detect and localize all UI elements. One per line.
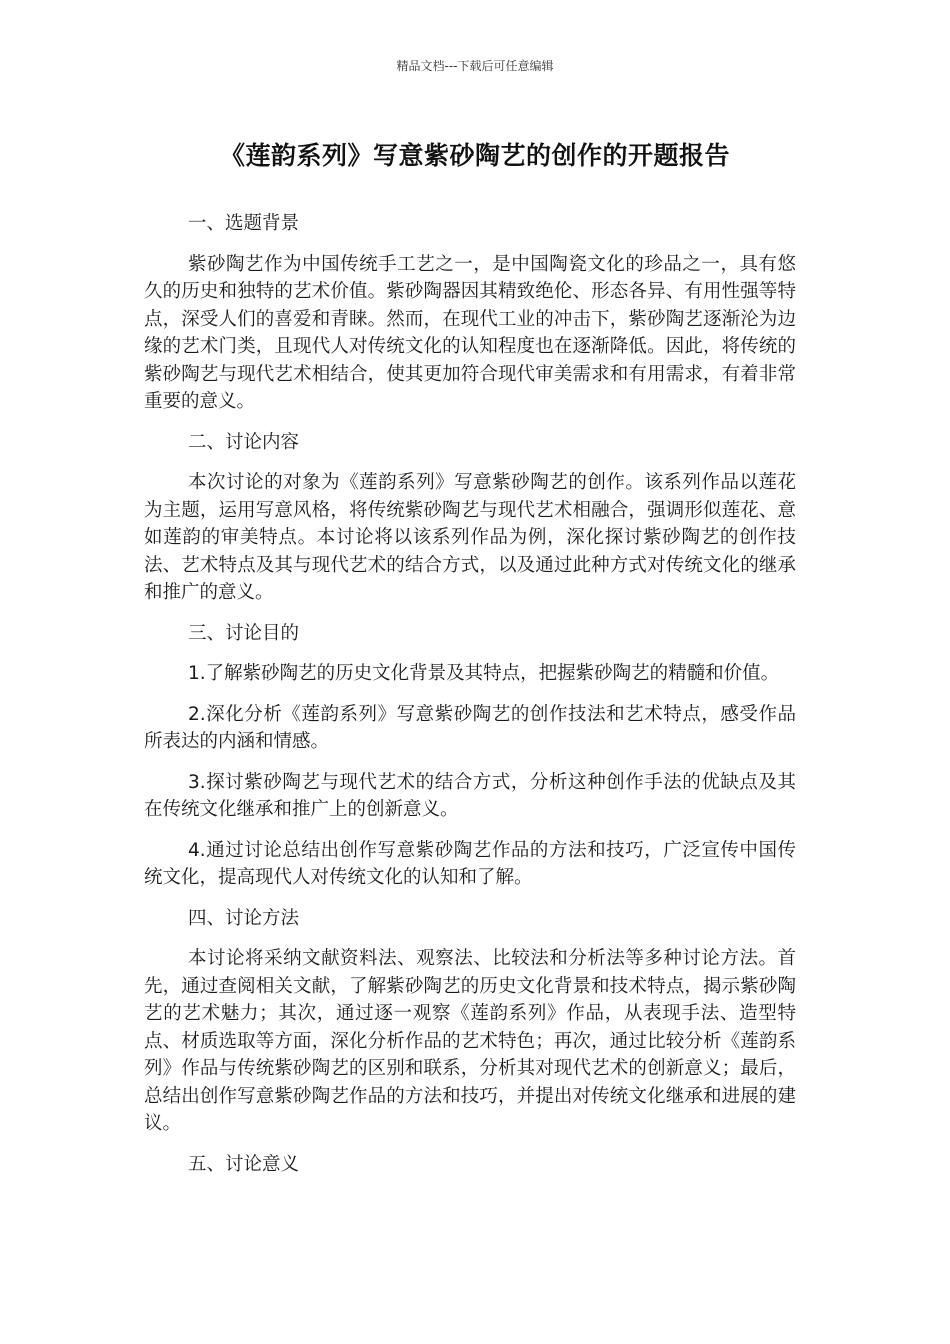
paragraph-purpose-1: 1.了解紫砂陶艺的历史文化背景及其特点，把握紫砂陶艺的精髓和价值。: [188, 663, 780, 684]
section-heading-method: 四、讨论方法: [188, 907, 300, 929]
paragraph-method: 本讨论将采纳文献资料法、观察法、比较法和分析法等多种讨论方法。首先，通过查阅相关文献，了解紫砂陶艺的历史文化背景和技术特点，揭示紫砂陶艺的艺术魅力；其次，通过逐一观察《莲韵系列》作品，从表现手法、造型特点、材质选取等方面，深化分析作品的艺术特色；再次，通过比较分析《莲韵系列》作品与传统紫砂陶艺的区别和联系，分析其对现代艺术的创新意义；最后，总结出创作写意紫砂陶艺作品的方法和技巧，并提出对传统文化继承和进展的建议。: [144, 948, 796, 1134]
header-note: 精品文档---下载后可任意编辑: [396, 59, 554, 73]
document-body: [144, 210, 796, 1191]
paragraph-purpose-2: 2.深化分析《莲韵系列》写意紫砂陶艺的创作技法和艺术特点，感受作品所表达的内涵和情感。: [144, 703, 796, 752]
paragraph-background: 紫砂陶艺作为中国传统手工艺之一，是中国陶瓷文化的珍品之一，具有悠久的历史和独特的艺术价值。紫砂陶器因其精致绝伦、形态各异、有用性强等特点，深受人们的喜爱和青睐。然而，在现代工业的冲击下，紫砂陶艺逐渐沦为边缘的艺术门类，且现代人对传统文化的认知程度也在逐渐降低。因此，将传统的紫砂陶艺与现代艺术相结合，使其更加符合现代审美需求和有用需求，有着非常重要的意义。: [144, 253, 796, 412]
paragraph-purpose-3: 3.探讨紫砂陶艺与现代艺术的结合方式，分析这种创作手法的优缺点及其在传统文化继承和推广上的创新意义。: [144, 771, 796, 820]
document-title: 《莲韵系列》写意紫砂陶艺的创作的开题报告: [219, 141, 730, 170]
section-heading-significance: 五、讨论意义: [188, 1153, 300, 1175]
section-heading-background: 一、选题背景: [188, 213, 300, 234]
section-heading-purpose: 三、讨论目的: [188, 622, 300, 644]
paragraph-purpose-4: 4.通过讨论总结出创作写意紫砂陶艺作品的方法和技巧，广泛宣传中国传统文化，提高现代人对传统文化的认知和了解。: [144, 839, 796, 888]
section-heading-content: 二、讨论内容: [188, 431, 300, 453]
paragraph-content: 本次讨论的对象为《莲韵系列》写意紫砂陶艺的创作。该系列作品以莲花为主题，运用写意风格，将传统紫砂陶艺与现代艺术相融合，强调形似莲花、意如莲韵的审美特点。本讨论将以该系列作品为例，深化探讨紫砂陶艺的创作技法、艺术特点及其与现代艺术的结合方式，以及通过此种方式对传统文化的继承和推广的意义。: [144, 472, 796, 603]
